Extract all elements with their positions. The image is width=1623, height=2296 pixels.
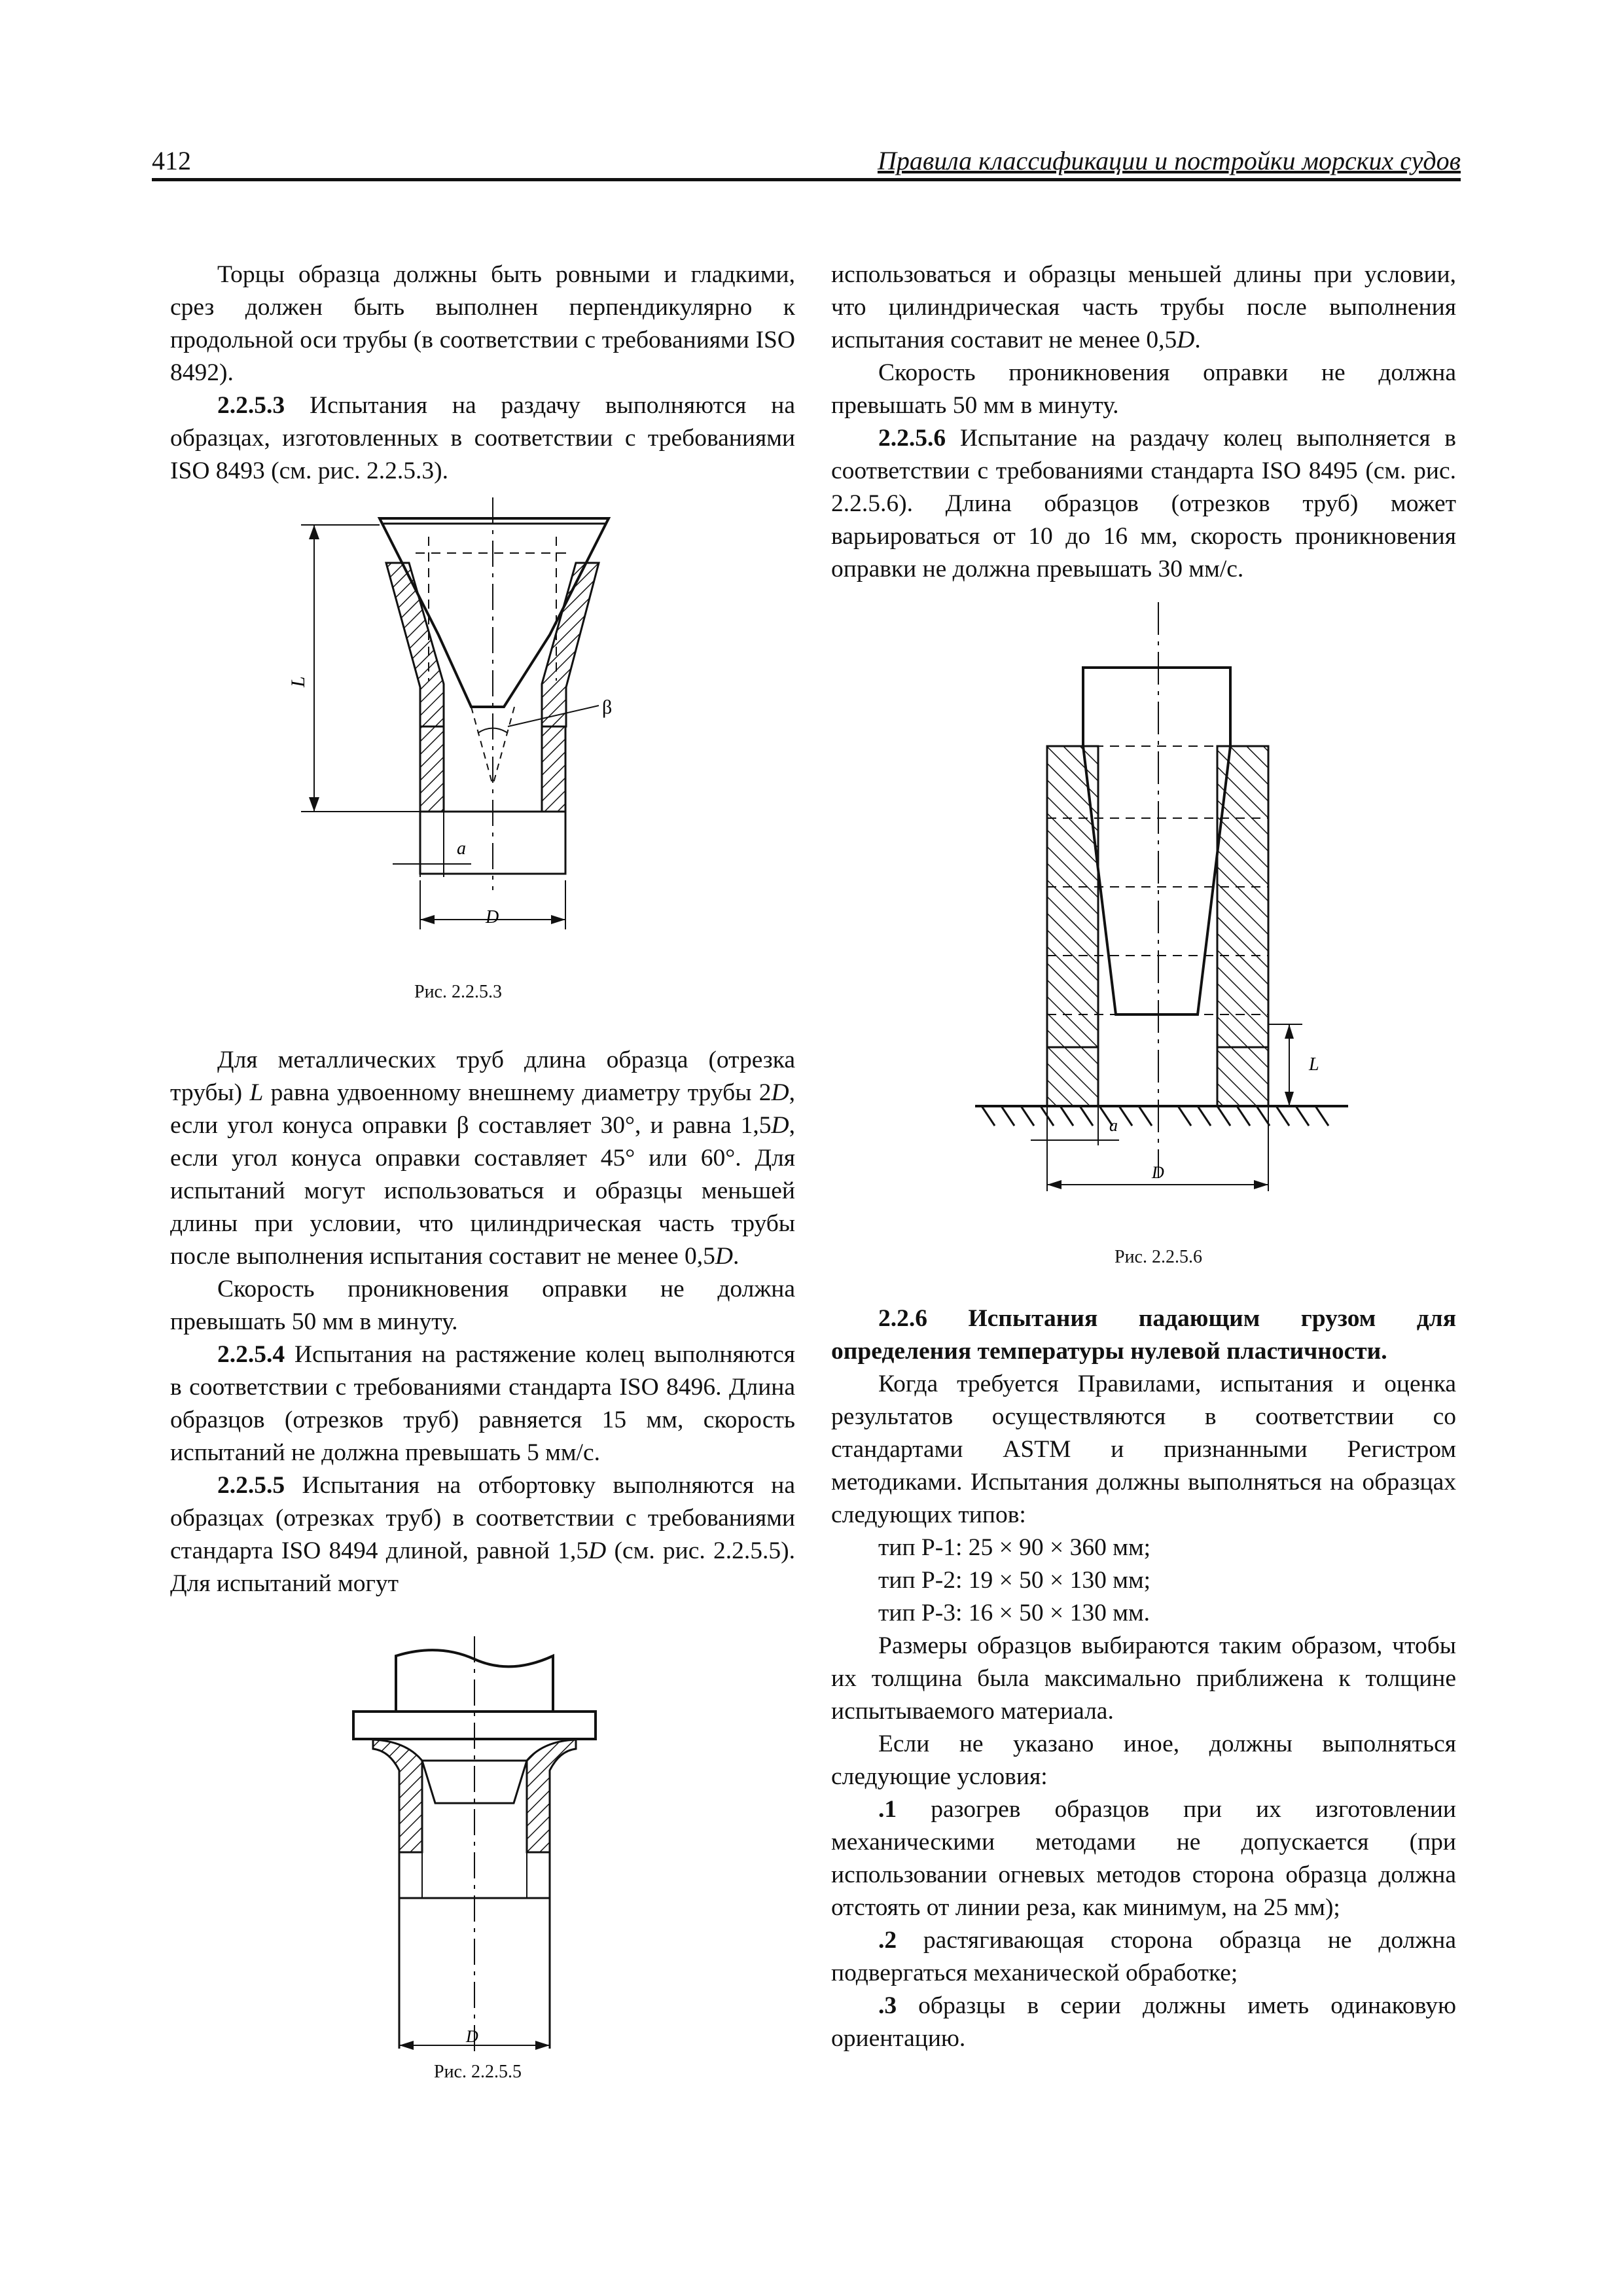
text: . (732, 1243, 740, 1270)
condition-item (831, 1990, 1456, 2055)
paragraph (170, 1338, 795, 1469)
condition-item (831, 1793, 1456, 1924)
paragraph (170, 1044, 795, 1273)
symbol-D: D (715, 1243, 733, 1270)
paragraph: Торцы образца должны быть ровными и гладкими, срез должен быть выполнен перпендикулярно к продольной оси трубы (в соответствии с требованиями ISO 8492). (170, 261, 795, 386)
dimension-L-label: L (1309, 1054, 1319, 1075)
text: использоваться и образцы меньшей длины при условии, что цилиндрическая часть трубы после выполнения испытания составит не менее 0,5 (831, 261, 1456, 353)
ring-wall-right (1217, 746, 1268, 1047)
item-number: .2 (878, 1927, 897, 1954)
item-text: разогрев образцов при их изготовлении механическими методами не допускается (при использовании огневых методов сторона образца должна отстоять от линии реза, как минимум, на 25 мм); (831, 1796, 1456, 1921)
ring-wall-left (1047, 746, 1098, 1047)
paragraph: Размеры образцов выбираются таким образом, чтобы их толщина была максимально приближена к толщине испытываемого материала. (831, 1632, 1456, 1725)
clause-number: 2.2.5.4 (217, 1341, 285, 1368)
right-column-bottom (831, 1302, 1456, 2055)
clause-number: 2.2.5.3 (217, 392, 285, 419)
figure-caption: Рис. 2.2.5.6 (1115, 1247, 1202, 1267)
item-text: растягивающая сторона образца не должна подвергаться механической обработке; (831, 1927, 1457, 1986)
dimension-L-label: L (287, 676, 309, 687)
item-number: .3 (878, 1992, 897, 2019)
condition-item (831, 1924, 1456, 1990)
paragraph (831, 259, 1456, 357)
header-rule (152, 178, 1461, 181)
clause-number: 2.2.5.5 (217, 1472, 285, 1499)
dimension-D-label: D (466, 2027, 478, 2046)
symbol-L: L (249, 1079, 264, 1106)
list-item: тип P-2: 19 × 50 × 130 мм; (878, 1567, 1151, 1594)
page-number: 412 (152, 146, 191, 175)
figure-2-2-5-3 (275, 497, 641, 942)
paragraph (170, 1469, 795, 1600)
flared-wall-left (386, 563, 444, 726)
paragraph-text: Испытания на отбортовку выполняются на образцах (отрезках труб) в соответствии с требованиями стандарта ISO 8494 длиной, равной 1,5 (170, 1472, 795, 1564)
paragraph: Скорость проникновения оправки не должна превышать 50 мм в минуту. (170, 1276, 795, 1335)
clause-number: 2.2.5.6 (878, 425, 946, 452)
text: , если угол конуса оправки β составляет 30°, и равна 1,5 (170, 1079, 795, 1139)
symbol-D: D (1177, 327, 1195, 353)
section-number: 2.2.6 (878, 1305, 927, 1332)
angle-beta-label: β (602, 696, 613, 718)
dimension-D-label: D (1152, 1163, 1164, 1182)
right-column-top (831, 259, 1456, 586)
running-title: Правила классификации и постройки морских судов (877, 146, 1461, 175)
list-item: тип P-3: 16 × 50 × 130 мм. (878, 1600, 1150, 1626)
dimension-a-label: a (1109, 1116, 1118, 1135)
pipe-wall-right (542, 726, 565, 812)
flare-left (373, 1740, 422, 1852)
mandrel (1083, 668, 1230, 1014)
figure-caption: Рис. 2.2.5.3 (414, 982, 502, 1002)
section-heading (831, 1302, 1456, 1368)
symbol-D: D (588, 1537, 607, 1564)
dimension-a-label: a (457, 838, 466, 859)
list-item: тип P-1: 25 × 90 × 360 мм; (878, 1534, 1151, 1561)
item-text: образцы в серии должны иметь одинаковую ориентацию. (831, 1992, 1456, 2052)
paragraph-text: Испытания на растяжение колец выполняются в соответствии с требованиями стандарта ISO 8496. Длина образцов (отрезков труб) равняется 15 мм, скорость испытаний не должна превышать 5 мм/с. (170, 1341, 795, 1466)
left-column-bottom (170, 1044, 795, 1600)
paragraph-text: (см. рис. 2.2.5.5). Для испытаний могут (170, 1537, 795, 1597)
item-number: .1 (878, 1796, 897, 1823)
dimension-D-label: D (486, 907, 499, 927)
text: . (1194, 327, 1201, 353)
paragraph-text: Испытания на раздачу выполняются на образцах, изготовленных в соответствии с требованиями ISO 8493 (см. рис. 2.2.5.3). (170, 392, 796, 484)
paragraph (831, 422, 1456, 586)
flare-right (527, 1740, 576, 1852)
text: Для металлических труб длина образца (отрезка трубы) (170, 1047, 795, 1106)
figure-caption: Рис. 2.2.5.5 (434, 2062, 522, 2082)
paragraph: Скорость проникновения оправки не должна превышать 50 мм в минуту. (831, 359, 1456, 419)
paragraph-text: Испытание на раздачу колец выполняется в соответствии с требованиями стандарта ISO 8495 (см. рис. 2.2.5.6). Длина образцов (отрезков труб) может варьироваться от 10 до 16 мм, скорость проникновения оправки не должна превышать 30 мм/с. (831, 425, 1456, 583)
section-title: Испытания падающим грузом для определения температуры нулевой пластичности. (831, 1305, 1457, 1365)
paragraph (170, 389, 795, 488)
pipe-wall-left (420, 726, 444, 812)
figure-2-2-5-5 (340, 1636, 615, 2075)
paragraph: Когда требуется Правилами, испытания и оценка результатов осуществляются в соответствии со стандартами ASTM и признанными Регистром методиками. Испытания должны выполняться на образцах следующих типов: (831, 1371, 1456, 1528)
left-column-top (170, 259, 795, 488)
symbol-D: D (771, 1112, 789, 1139)
symbol-D: D (771, 1079, 789, 1106)
paragraph: Если не указано иное, должны выполняться следующие условия: (831, 1731, 1456, 1790)
figure-2-2-5-6 (969, 602, 1361, 1217)
flared-wall-right (542, 563, 599, 726)
text: равна удвоенному внешнему диаметру трубы 2 (263, 1079, 772, 1106)
text: , если угол конуса оправки составляет 45° или 60°. Для испытаний могут использоваться и образцы меньшей длины при условии, что цилиндрическая часть трубы после выполнения испытания составит не менее 0,5 (170, 1112, 795, 1270)
